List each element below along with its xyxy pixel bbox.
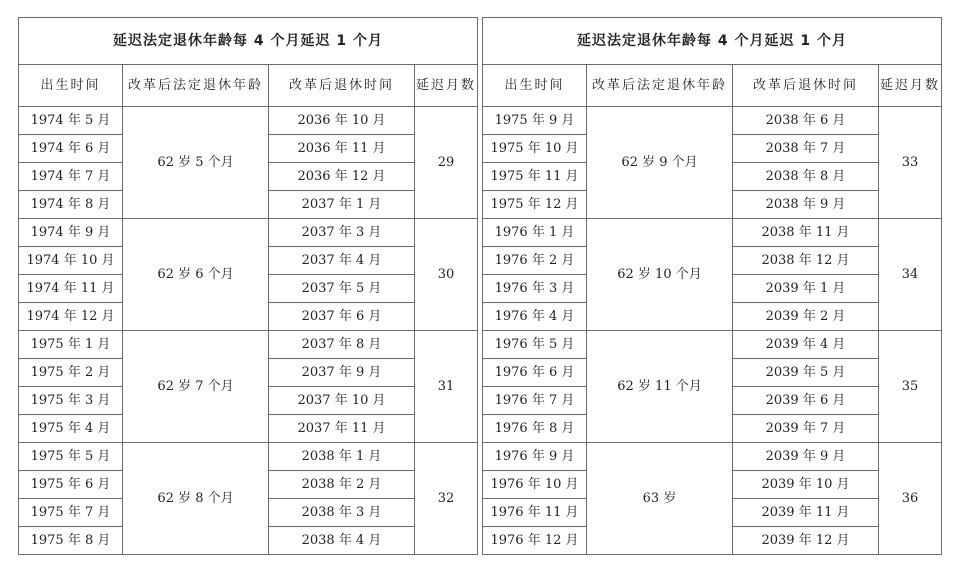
retirement-time-cell: 2038 年 1 月 xyxy=(269,443,415,471)
retirement-time-cell: 2039 年 7 月 xyxy=(733,415,879,443)
birth-time-cell: 1976 年 7 月 xyxy=(483,387,587,415)
retirement-table-left xyxy=(18,17,478,555)
header-retirement-time: 改革后退休时间 xyxy=(269,65,415,107)
birth-time-cell: 1975 年 8 月 xyxy=(19,527,123,555)
birth-time-cell: 1975 年 4 月 xyxy=(19,415,123,443)
delay-months-cell: 35 xyxy=(879,331,942,443)
table-row xyxy=(483,107,942,135)
table-row xyxy=(19,443,478,471)
delay-months-cell: 34 xyxy=(879,219,942,331)
retirement-time-cell: 2039 年 12 月 xyxy=(733,527,879,555)
birth-time-cell: 1974 年 5 月 xyxy=(19,107,123,135)
birth-time-cell: 1976 年 4 月 xyxy=(483,303,587,331)
retirement-time-cell: 2039 年 11 月 xyxy=(733,499,879,527)
table-row xyxy=(483,331,942,359)
header-delay-months: 延迟月数 xyxy=(879,65,942,107)
delay-months-cell: 36 xyxy=(879,443,942,555)
retirement-age-cell: 62 岁 6 个月 xyxy=(123,219,269,331)
birth-time-cell: 1974 年 6 月 xyxy=(19,135,123,163)
delay-months-cell: 30 xyxy=(415,219,478,331)
retirement-time-cell: 2037 年 8 月 xyxy=(269,331,415,359)
table-row xyxy=(483,443,942,471)
birth-time-cell: 1976 年 11 月 xyxy=(483,499,587,527)
birth-time-cell: 1974 年 12 月 xyxy=(19,303,123,331)
birth-time-cell: 1975 年 10 月 xyxy=(483,135,587,163)
retirement-time-cell: 2037 年 11 月 xyxy=(269,415,415,443)
table-row xyxy=(19,219,478,247)
birth-time-cell: 1975 年 11 月 xyxy=(483,163,587,191)
header-delay-months: 延迟月数 xyxy=(415,65,478,107)
retirement-time-cell: 2039 年 2 月 xyxy=(733,303,879,331)
retirement-time-cell: 2037 年 9 月 xyxy=(269,359,415,387)
retirement-time-cell: 2036 年 10 月 xyxy=(269,107,415,135)
retirement-time-cell: 2036 年 11 月 xyxy=(269,135,415,163)
retirement-time-cell: 2038 年 12 月 xyxy=(733,247,879,275)
delay-months-cell: 29 xyxy=(415,107,478,219)
retirement-time-cell: 2038 年 3 月 xyxy=(269,499,415,527)
retirement-age-cell: 62 岁 10 个月 xyxy=(587,219,733,331)
retirement-time-cell: 2039 年 6 月 xyxy=(733,387,879,415)
table-title: 延迟法定退休年龄每 4 个月延迟 1 个月 xyxy=(19,18,478,65)
birth-time-cell: 1976 年 12 月 xyxy=(483,527,587,555)
birth-time-cell: 1974 年 9 月 xyxy=(19,219,123,247)
birth-time-cell: 1975 年 6 月 xyxy=(19,471,123,499)
header-retirement-age: 改革后法定退休年龄 xyxy=(587,65,733,107)
retirement-table-right xyxy=(482,17,942,555)
retirement-age-cell: 63 岁 xyxy=(587,443,733,555)
birth-time-cell: 1976 年 2 月 xyxy=(483,247,587,275)
table-row xyxy=(483,219,942,247)
header-retirement-time: 改革后退休时间 xyxy=(733,65,879,107)
retirement-time-cell: 2039 年 10 月 xyxy=(733,471,879,499)
birth-time-cell: 1975 年 5 月 xyxy=(19,443,123,471)
retirement-time-cell: 2039 年 5 月 xyxy=(733,359,879,387)
delay-months-cell: 32 xyxy=(415,443,478,555)
birth-time-cell: 1974 年 8 月 xyxy=(19,191,123,219)
retirement-time-cell: 2038 年 11 月 xyxy=(733,219,879,247)
retirement-age-cell: 62 岁 9 个月 xyxy=(587,107,733,219)
retirement-time-cell: 2037 年 10 月 xyxy=(269,387,415,415)
retirement-time-cell: 2038 年 8 月 xyxy=(733,163,879,191)
retirement-age-cell: 62 岁 5 个月 xyxy=(123,107,269,219)
header-birth-time: 出生时间 xyxy=(483,65,587,107)
birth-time-cell: 1974 年 11 月 xyxy=(19,275,123,303)
retirement-time-cell: 2038 年 7 月 xyxy=(733,135,879,163)
birth-time-cell: 1976 年 3 月 xyxy=(483,275,587,303)
retirement-time-cell: 2038 年 2 月 xyxy=(269,471,415,499)
table-row xyxy=(19,331,478,359)
birth-time-cell: 1976 年 1 月 xyxy=(483,219,587,247)
retirement-time-cell: 2037 年 3 月 xyxy=(269,219,415,247)
birth-time-cell: 1975 年 9 月 xyxy=(483,107,587,135)
header-retirement-age: 改革后法定退休年龄 xyxy=(123,65,269,107)
birth-time-cell: 1976 年 10 月 xyxy=(483,471,587,499)
retirement-time-cell: 2038 年 4 月 xyxy=(269,527,415,555)
retirement-age-cell: 62 岁 7 个月 xyxy=(123,331,269,443)
retirement-age-cell: 62 岁 11 个月 xyxy=(587,331,733,443)
retirement-time-cell: 2038 年 6 月 xyxy=(733,107,879,135)
birth-time-cell: 1976 年 5 月 xyxy=(483,331,587,359)
retirement-time-cell: 2039 年 9 月 xyxy=(733,443,879,471)
retirement-time-cell: 2036 年 12 月 xyxy=(269,163,415,191)
birth-time-cell: 1975 年 7 月 xyxy=(19,499,123,527)
birth-time-cell: 1976 年 9 月 xyxy=(483,443,587,471)
retirement-tables xyxy=(18,17,942,555)
retirement-time-cell: 2039 年 1 月 xyxy=(733,275,879,303)
birth-time-cell: 1975 年 12 月 xyxy=(483,191,587,219)
retirement-time-cell: 2039 年 4 月 xyxy=(733,331,879,359)
birth-time-cell: 1976 年 6 月 xyxy=(483,359,587,387)
header-birth-time: 出生时间 xyxy=(19,65,123,107)
birth-time-cell: 1974 年 7 月 xyxy=(19,163,123,191)
birth-time-cell: 1975 年 2 月 xyxy=(19,359,123,387)
retirement-time-cell: 2037 年 5 月 xyxy=(269,275,415,303)
birth-time-cell: 1975 年 1 月 xyxy=(19,331,123,359)
birth-time-cell: 1974 年 10 月 xyxy=(19,247,123,275)
retirement-age-cell: 62 岁 8 个月 xyxy=(123,443,269,555)
retirement-time-cell: 2038 年 9 月 xyxy=(733,191,879,219)
table-row xyxy=(19,107,478,135)
birth-time-cell: 1975 年 3 月 xyxy=(19,387,123,415)
retirement-time-cell: 2037 年 4 月 xyxy=(269,247,415,275)
birth-time-cell: 1976 年 8 月 xyxy=(483,415,587,443)
delay-months-cell: 31 xyxy=(415,331,478,443)
table-title: 延迟法定退休年龄每 4 个月延迟 1 个月 xyxy=(483,18,942,65)
delay-months-cell: 33 xyxy=(879,107,942,219)
retirement-time-cell: 2037 年 1 月 xyxy=(269,191,415,219)
retirement-time-cell: 2037 年 6 月 xyxy=(269,303,415,331)
